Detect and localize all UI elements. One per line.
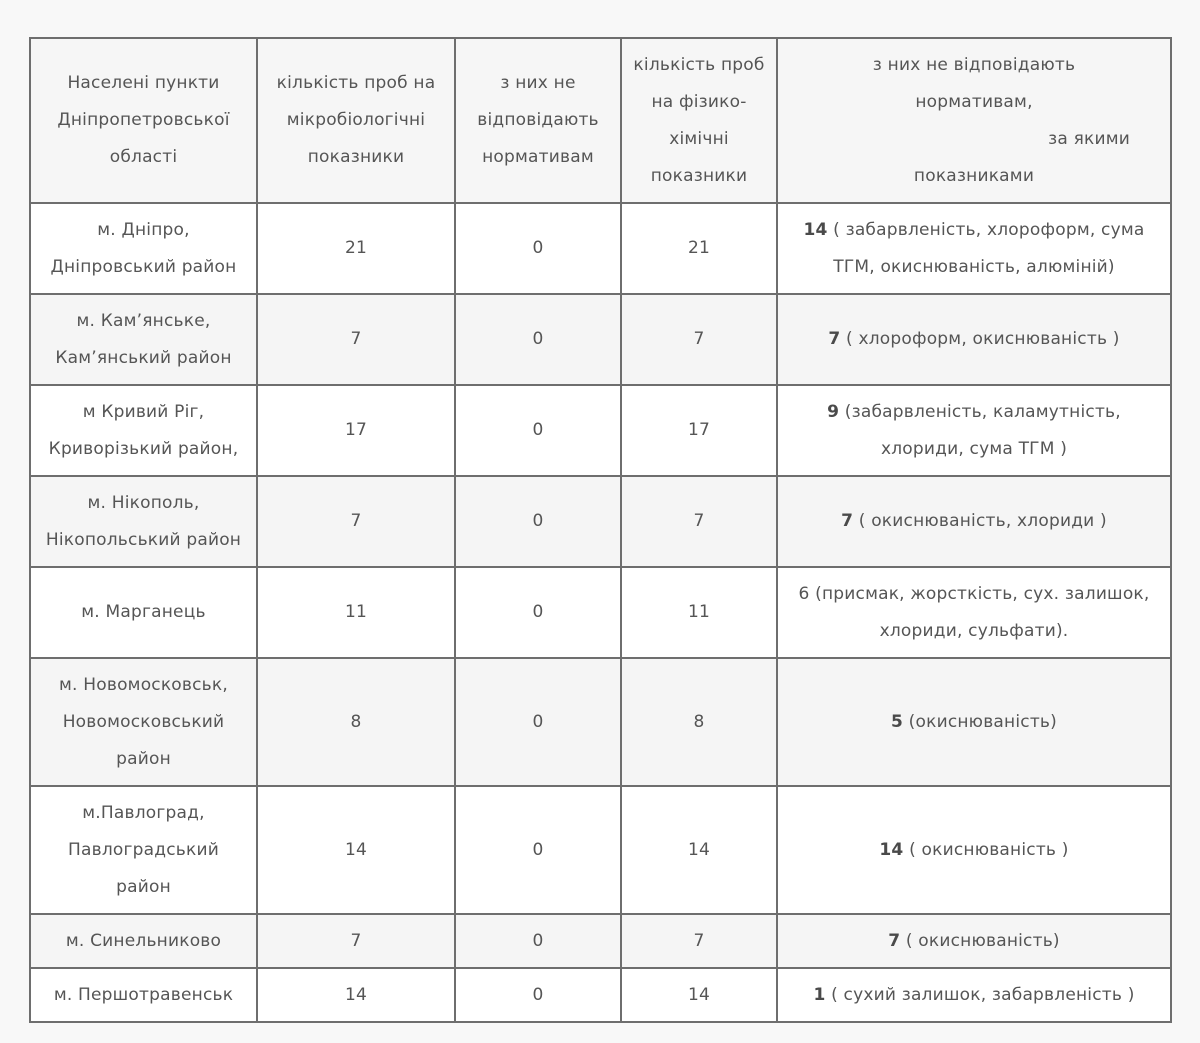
chem-noncompliant-cell xyxy=(777,294,1171,385)
settlement-district: Криворізький район, xyxy=(48,438,239,459)
chem-noncompliant-details: (присмак, жорсткість, сух. залишок, хлориди, сульфати). xyxy=(815,583,1150,641)
header-text: нормативам xyxy=(482,147,594,167)
settlement-name: м. Дніпро, xyxy=(97,219,190,240)
table-row xyxy=(30,385,1171,476)
settlement-name: м.Павлоград, xyxy=(82,802,205,823)
settlement-name: м Кривий Ріг, xyxy=(82,401,205,422)
table-row xyxy=(30,658,1171,786)
header-text: показники xyxy=(650,165,748,186)
settlement-district: Новомосковський xyxy=(62,711,225,732)
chem-noncompliant-details: ( хлороформ, окиснюваність ) xyxy=(846,329,1120,349)
settlement-cell xyxy=(30,786,257,914)
water-quality-table xyxy=(29,37,1172,1023)
micro-noncompliant-cell: 0 xyxy=(455,567,621,658)
header-micro-noncompliant xyxy=(455,38,621,203)
micro-samples-cell: 14 xyxy=(257,968,455,1022)
chem-noncompliant-count: 7 xyxy=(888,930,901,951)
chem-samples-cell: 14 xyxy=(621,968,777,1022)
header-text: області xyxy=(109,147,178,167)
table-row xyxy=(30,914,1171,968)
settlement-district: Кам’янський район xyxy=(55,347,232,368)
chem-samples-cell: 11 xyxy=(621,567,777,658)
micro-noncompliant-cell: 0 xyxy=(455,658,621,786)
micro-noncompliant-cell: 0 xyxy=(455,476,621,567)
settlement-cell xyxy=(30,294,257,385)
settlement-name: м. Марганець xyxy=(81,602,206,622)
header-text: за якими xyxy=(1048,128,1130,149)
chem-noncompliant-details: ( забарвленість, хлороформ, сума ТГМ, окиснюваність, алюміній) xyxy=(833,219,1145,277)
chem-noncompliant-cell xyxy=(777,567,1171,658)
micro-samples-cell: 21 xyxy=(257,203,455,294)
chem-noncompliant-count: 6 xyxy=(798,583,810,604)
table-row xyxy=(30,968,1171,1022)
chem-samples-cell: 7 xyxy=(621,914,777,968)
settlement-district: Павлоградський xyxy=(68,839,219,860)
header-text: нормативам, xyxy=(915,91,1033,112)
table-row xyxy=(30,294,1171,385)
chem-noncompliant-count: 1 xyxy=(813,984,826,1005)
header-text: показниками xyxy=(913,165,1035,186)
settlement-district: район xyxy=(116,876,171,897)
chem-samples-cell: 14 xyxy=(621,786,777,914)
settlement-cell xyxy=(30,203,257,294)
header-text: хімічні xyxy=(669,128,729,149)
chem-noncompliant-count: 14 xyxy=(879,839,904,860)
micro-samples-cell: 7 xyxy=(257,914,455,968)
settlement-cell xyxy=(30,914,257,968)
chem-noncompliant-count: 7 xyxy=(841,511,854,531)
chem-noncompliant-details: (окиснюваність) xyxy=(908,711,1057,732)
micro-noncompliant-cell: 0 xyxy=(455,914,621,968)
micro-samples-cell: 14 xyxy=(257,786,455,914)
header-text: Дніпропетровської xyxy=(57,110,230,130)
chem-noncompliant-count: 9 xyxy=(827,401,840,422)
chem-noncompliant-count: 14 xyxy=(803,219,828,240)
micro-noncompliant-cell: 0 xyxy=(455,294,621,385)
chem-noncompliant-cell xyxy=(777,786,1171,914)
table-row xyxy=(30,567,1171,658)
header-text: кількість проб на xyxy=(276,73,436,93)
settlement-name: м. Кам’янське, xyxy=(76,310,211,331)
chem-noncompliant-count: 5 xyxy=(891,711,904,732)
header-settlements xyxy=(30,38,257,203)
settlement-name: м. Синельниково xyxy=(65,930,222,951)
micro-noncompliant-cell: 0 xyxy=(455,203,621,294)
chem-noncompliant-count: 7 xyxy=(828,329,841,349)
chem-noncompliant-details: (забарвленість, каламутність, хлориди, сума ТГМ ) xyxy=(844,401,1121,459)
header-text: кількість проб xyxy=(633,54,765,75)
chem-noncompliant-details: ( окиснюваність) xyxy=(905,930,1060,951)
chem-noncompliant-cell xyxy=(777,385,1171,476)
micro-samples-cell: 11 xyxy=(257,567,455,658)
settlement-district: Дніпровський район xyxy=(50,256,237,277)
settlement-cell xyxy=(30,476,257,567)
settlement-name: м. Нікополь, xyxy=(87,492,200,513)
settlement-cell xyxy=(30,385,257,476)
settlement-cell xyxy=(30,968,257,1022)
settlement-district: Нікопольський район xyxy=(45,529,242,550)
micro-samples-cell: 7 xyxy=(257,476,455,567)
settlement-cell xyxy=(30,567,257,658)
chem-noncompliant-cell xyxy=(777,968,1171,1022)
chem-noncompliant-cell xyxy=(777,476,1171,567)
chem-samples-cell: 7 xyxy=(621,294,777,385)
header-chem-samples xyxy=(621,38,777,203)
chem-noncompliant-details: ( окиснюваність, хлориди ) xyxy=(858,511,1107,531)
chem-noncompliant-details: ( окиснюваність ) xyxy=(909,839,1069,860)
micro-noncompliant-cell: 0 xyxy=(455,786,621,914)
header-text: показники xyxy=(307,147,405,167)
header-text: з них не xyxy=(500,73,576,93)
chem-noncompliant-cell xyxy=(777,914,1171,968)
header-text: мікробіологічні xyxy=(286,110,426,130)
chem-noncompliant-cell xyxy=(777,203,1171,294)
micro-noncompliant-cell: 0 xyxy=(455,385,621,476)
chem-samples-cell: 21 xyxy=(621,203,777,294)
chem-samples-cell: 17 xyxy=(621,385,777,476)
settlement-name: м. Першотравенськ xyxy=(53,984,234,1005)
header-text: з них не відповідають xyxy=(872,54,1076,75)
header-micro-samples xyxy=(257,38,455,203)
table-row xyxy=(30,786,1171,914)
table-row xyxy=(30,203,1171,294)
micro-noncompliant-cell: 0 xyxy=(455,968,621,1022)
settlement-cell xyxy=(30,658,257,786)
header-row xyxy=(30,38,1171,203)
chem-samples-cell: 8 xyxy=(621,658,777,786)
chem-noncompliant-cell xyxy=(777,658,1171,786)
header-text: Населені пункти xyxy=(67,73,220,93)
micro-samples-cell: 17 xyxy=(257,385,455,476)
chem-noncompliant-details: ( сухий залишок, забарвленість ) xyxy=(831,984,1135,1005)
table-row xyxy=(30,476,1171,567)
settlement-district: район xyxy=(116,748,171,769)
chem-samples-cell: 7 xyxy=(621,476,777,567)
header-text: на фізико- xyxy=(651,91,747,112)
header-text: відповідають xyxy=(477,110,599,130)
settlement-name: м. Новомосковськ, xyxy=(59,674,228,695)
micro-samples-cell: 8 xyxy=(257,658,455,786)
micro-samples-cell: 7 xyxy=(257,294,455,385)
header-chem-noncompliant xyxy=(777,38,1171,203)
